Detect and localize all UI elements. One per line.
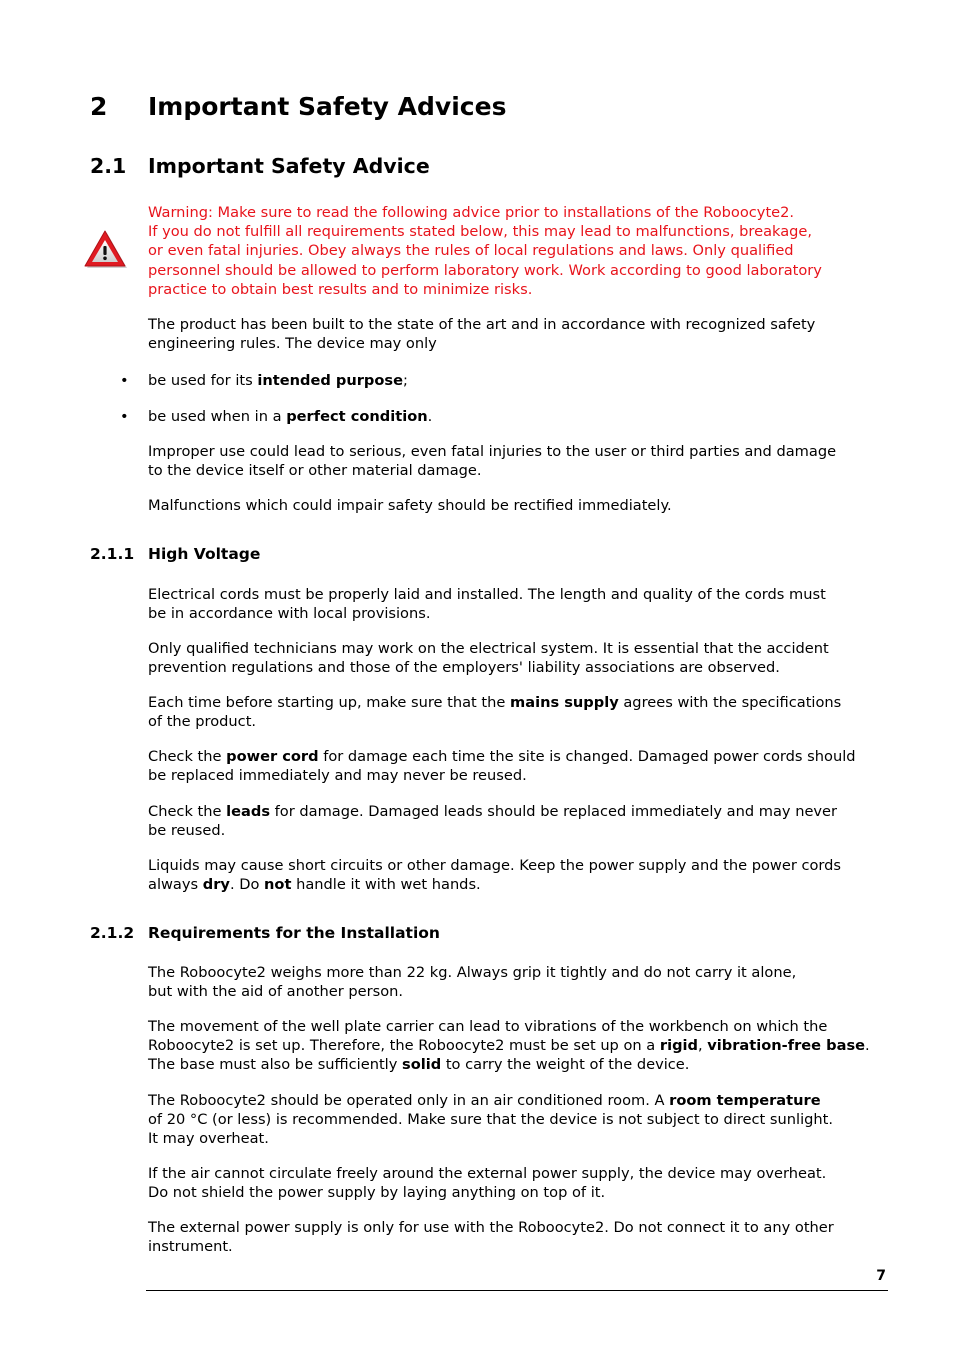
malfunctions-paragraph xyxy=(148,496,888,515)
paragraph-line: The movement of the well plate carrier can lead to vibrations of the workbench on which the xyxy=(148,1018,828,1035)
paragraph-line xyxy=(148,1036,888,1055)
bullet-bold: intended purpose xyxy=(257,372,403,389)
bold-term: power cord xyxy=(226,748,319,765)
section-number: 2.1 xyxy=(90,154,127,178)
paragraph-line xyxy=(148,875,888,894)
paragraph-line xyxy=(148,693,888,712)
text-run: to carry the weight of the device. xyxy=(441,1056,690,1074)
req-paragraph-2 xyxy=(148,1017,888,1075)
paragraph-line: If the air cannot circulate freely around the external power supply, the device may overheat. xyxy=(148,1165,827,1182)
text-run: The Roboocyte2 should be operated only in an air conditioned room. A xyxy=(148,1092,670,1109)
paragraph-line xyxy=(148,802,888,821)
text-run: The base must also be sufficiently xyxy=(148,1056,403,1074)
subsection-title: Requirements for the Installation xyxy=(148,924,440,942)
hv-paragraph-6 xyxy=(148,856,888,894)
paragraph-line: It may overheat. xyxy=(148,1130,269,1148)
warning-paragraph xyxy=(148,203,888,299)
hv-paragraph-4 xyxy=(148,747,888,785)
paragraph-line: but with the aid of another person. xyxy=(148,983,404,1001)
paragraph-line xyxy=(148,1091,888,1110)
paragraph-line: The Roboocyte2 weighs more than 22 kg. Always grip it tightly and do not carry it alone, xyxy=(148,964,797,981)
paragraph-line: prevention regulations and those of the employers' liability associations are observed. xyxy=(148,659,780,677)
subsection-number: 2.1.1 xyxy=(90,545,135,563)
intro-line: The product has been built to the state of the art and in accordance with recognized safety xyxy=(148,316,816,333)
warning-triangle-icon xyxy=(82,227,128,271)
bullet-text: ; xyxy=(402,372,408,389)
text-run: Each time before starting up, make sure that the xyxy=(148,694,511,711)
paragraph-line: Improper use could lead to serious, even fatal injuries to the user or third parties and damage xyxy=(148,443,837,460)
hv-paragraph-2 xyxy=(148,639,888,677)
text-run: for damage each time the site is changed. Damaged power cords should xyxy=(318,748,856,765)
paragraph-line: Liquids may cause short circuits or other damage. Keep the power supply and the power cords xyxy=(148,857,842,874)
warning-line: or even fatal injuries. Obey always the rules of local regulations and laws. Only qualified xyxy=(148,242,794,260)
bold-term: not xyxy=(264,876,292,894)
section-title: Important Safety Advice xyxy=(148,154,430,178)
section-heading xyxy=(90,154,430,178)
intro-line: engineering rules. The device may only xyxy=(148,335,437,353)
bold-term: vibration-free base xyxy=(707,1037,866,1055)
hv-paragraph-5 xyxy=(148,802,888,840)
bold-term: mains supply xyxy=(510,694,619,711)
text-run: , xyxy=(697,1037,708,1055)
intro-paragraph xyxy=(148,315,888,353)
chapter-title: Important Safety Advices xyxy=(148,92,507,121)
page-number: 7 xyxy=(876,1268,886,1284)
subsection-title: High Voltage xyxy=(148,545,261,563)
subsection-heading-high-voltage xyxy=(90,545,260,563)
paragraph-line: Electrical cords must be properly laid and installed. The length and quality of the cords must xyxy=(148,586,826,603)
warning-line: If you do not fulfill all requirements stated below, this may lead to malfunctions, breakage, xyxy=(148,223,813,241)
bullet-dot: • xyxy=(120,408,129,425)
paragraph-line xyxy=(148,1055,888,1074)
bold-term: solid xyxy=(402,1056,442,1074)
chapter-heading xyxy=(90,92,506,121)
req-paragraph-4 xyxy=(148,1164,888,1202)
paragraph-line: Only qualified technicians may work on the electrical system. It is essential that the accident xyxy=(148,640,829,657)
paragraph-line: instrument. xyxy=(148,1238,233,1256)
text-run: for damage. Damaged leads should be replaced immediately and may never xyxy=(270,803,838,820)
paragraph-line: Do not shield the power supply by laying anything on top of it. xyxy=(148,1184,606,1202)
bullet-item xyxy=(120,371,408,390)
bold-term: dry xyxy=(202,876,230,894)
text-run: Check the xyxy=(148,748,227,765)
footer-rule xyxy=(146,1290,888,1291)
bold-term: rigid xyxy=(659,1037,698,1055)
req-paragraph-1 xyxy=(148,963,888,1001)
subsection-number: 2.1.2 xyxy=(90,924,135,942)
bullet-text: . xyxy=(427,408,433,425)
text-run: agrees with the specifications xyxy=(618,694,842,711)
text-run: handle it with wet hands. xyxy=(291,876,481,894)
bullet-bold: perfect condition xyxy=(286,408,428,425)
paragraph-line: of the product. xyxy=(148,713,257,731)
text-run: always xyxy=(148,876,203,894)
hv-paragraph-3 xyxy=(148,693,888,731)
bold-term: room temperature xyxy=(669,1092,821,1109)
hv-paragraph-1 xyxy=(148,585,888,623)
text-run: . Do xyxy=(229,876,265,894)
paragraph-line: be reused. xyxy=(148,822,226,840)
paragraph-line: be replaced immediately and may never be reused. xyxy=(148,767,527,785)
warning-line: personnel should be allowed to perform laboratory work. Work according to good laboratory xyxy=(148,261,822,279)
paragraph-line xyxy=(148,747,888,766)
bullet-text: be used for its xyxy=(148,372,258,389)
bullet-text: be used when in a xyxy=(148,408,287,425)
text-run: Check the xyxy=(148,803,227,820)
paragraph-line: to the device itself or other material damage. xyxy=(148,462,482,480)
paragraph-line: Malfunctions which could impair safety should be rectified immediately. xyxy=(148,497,672,514)
text-run: . xyxy=(865,1037,870,1055)
chapter-number: 2 xyxy=(90,92,108,121)
paragraph-line: The external power supply is only for use with the Roboocyte2. Do not connect it to any other xyxy=(148,1219,834,1236)
warning-line: Warning: Make sure to read the following advice prior to installations of the Roboocyte2. xyxy=(148,204,795,221)
improper-use-paragraph xyxy=(148,442,888,480)
text-run: Roboocyte2 is set up. Therefore, the Roboocyte2 must be set up on a xyxy=(148,1037,660,1055)
bullet-item xyxy=(120,407,432,426)
paragraph-line: be in accordance with local provisions. xyxy=(148,605,431,623)
req-paragraph-5 xyxy=(148,1218,888,1256)
subsection-heading-installation xyxy=(90,924,440,942)
req-paragraph-3 xyxy=(148,1091,888,1149)
bold-term: leads xyxy=(226,803,271,820)
bullet-dot: • xyxy=(120,372,129,389)
paragraph-line: of 20 °C (or less) is recommended. Make sure that the device is not subject to direct sunlight. xyxy=(148,1111,834,1129)
warning-line: practice to obtain best results and to minimize risks. xyxy=(148,280,533,298)
